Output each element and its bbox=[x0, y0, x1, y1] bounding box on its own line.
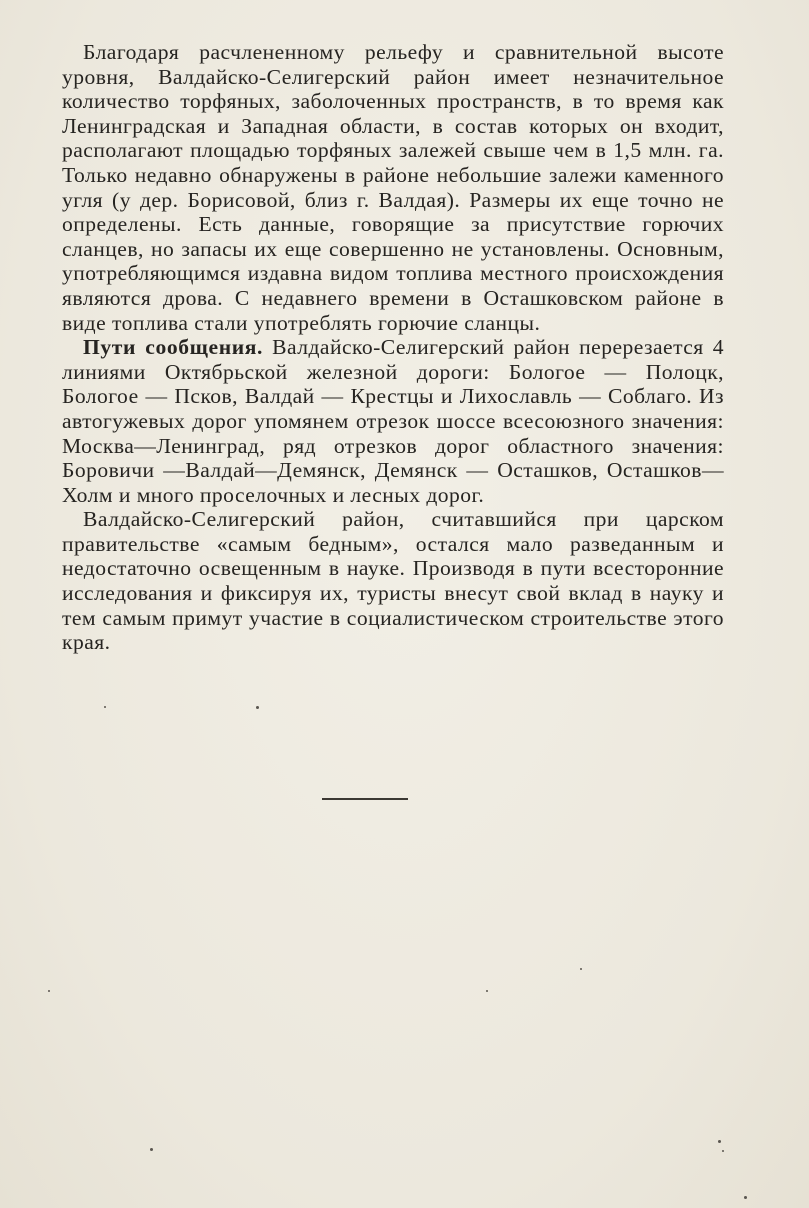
paragraph-transport-routes bbox=[62, 335, 724, 507]
print-speck bbox=[744, 1196, 747, 1199]
print-speck bbox=[104, 706, 106, 708]
paragraph-fuel-resources bbox=[62, 40, 724, 335]
print-speck bbox=[256, 706, 259, 709]
paragraph-text: Валдайско-Селигерский район перерезается 4 линиями Октябрьской железной дороги: Бологое — Полоцк, Бологое — Псков, Валдай — Крестцы и Лихославль — Соблаго. Из автогужевых дорог упомянем отрезок шоссе всесоюзного значения: Москва—Ленинград, ряд отрезков дорог областного значения: Боровичи —Валдай—Демянск, Демянск — Осташков, Осташков—Холм и много проселочных и лесных дорог. bbox=[62, 335, 724, 507]
section-end-rule bbox=[322, 798, 408, 800]
paragraph-text: Благодаря расчлененному рельефу и сравнительной высоте уровня, Валдайско-Селигерский район имеет незначительное количество торфяных, заболоченных пространств, в то время как Ленинградская и Западная области, в состав которых он входит, располагают площадью торфяных залежей свыше чем в 1,5 млн. га. Только недавно обнаружены в районе небольшие залежи каменного угля (у дер. Борисовой, близ г. Валдая). Размеры их еще точно не определены. Есть данные, говорящие за присутствие горючих сланцев, но запасы их еще совершенно не установлены. Основным, употребляющимся издавна видом топлива местного происхождения являются дрова. С недавнего времени в Осташковском районе в виде топлива стали употреблять горючие сланцы. bbox=[62, 40, 724, 335]
paragraph-conclusion bbox=[62, 507, 724, 655]
print-speck bbox=[580, 968, 582, 970]
print-speck bbox=[48, 990, 50, 992]
body-text bbox=[62, 40, 724, 655]
print-speck bbox=[150, 1148, 153, 1151]
print-speck bbox=[718, 1140, 721, 1143]
paragraph-text: Валдайско-Селигерский район, считавшийся при царском правительстве «самым бедным», остался мало разведанным и недостаточно освещенным в науке. Производя в пути всесторонние исследования и фиксируя их, туристы внесут свой вклад в науку и тем самым примут участие в социалистическом строительстве этого края. bbox=[62, 507, 724, 655]
print-speck bbox=[486, 990, 488, 992]
print-speck bbox=[722, 1150, 724, 1152]
section-lead-heading: Пути сообщения. bbox=[83, 335, 264, 360]
